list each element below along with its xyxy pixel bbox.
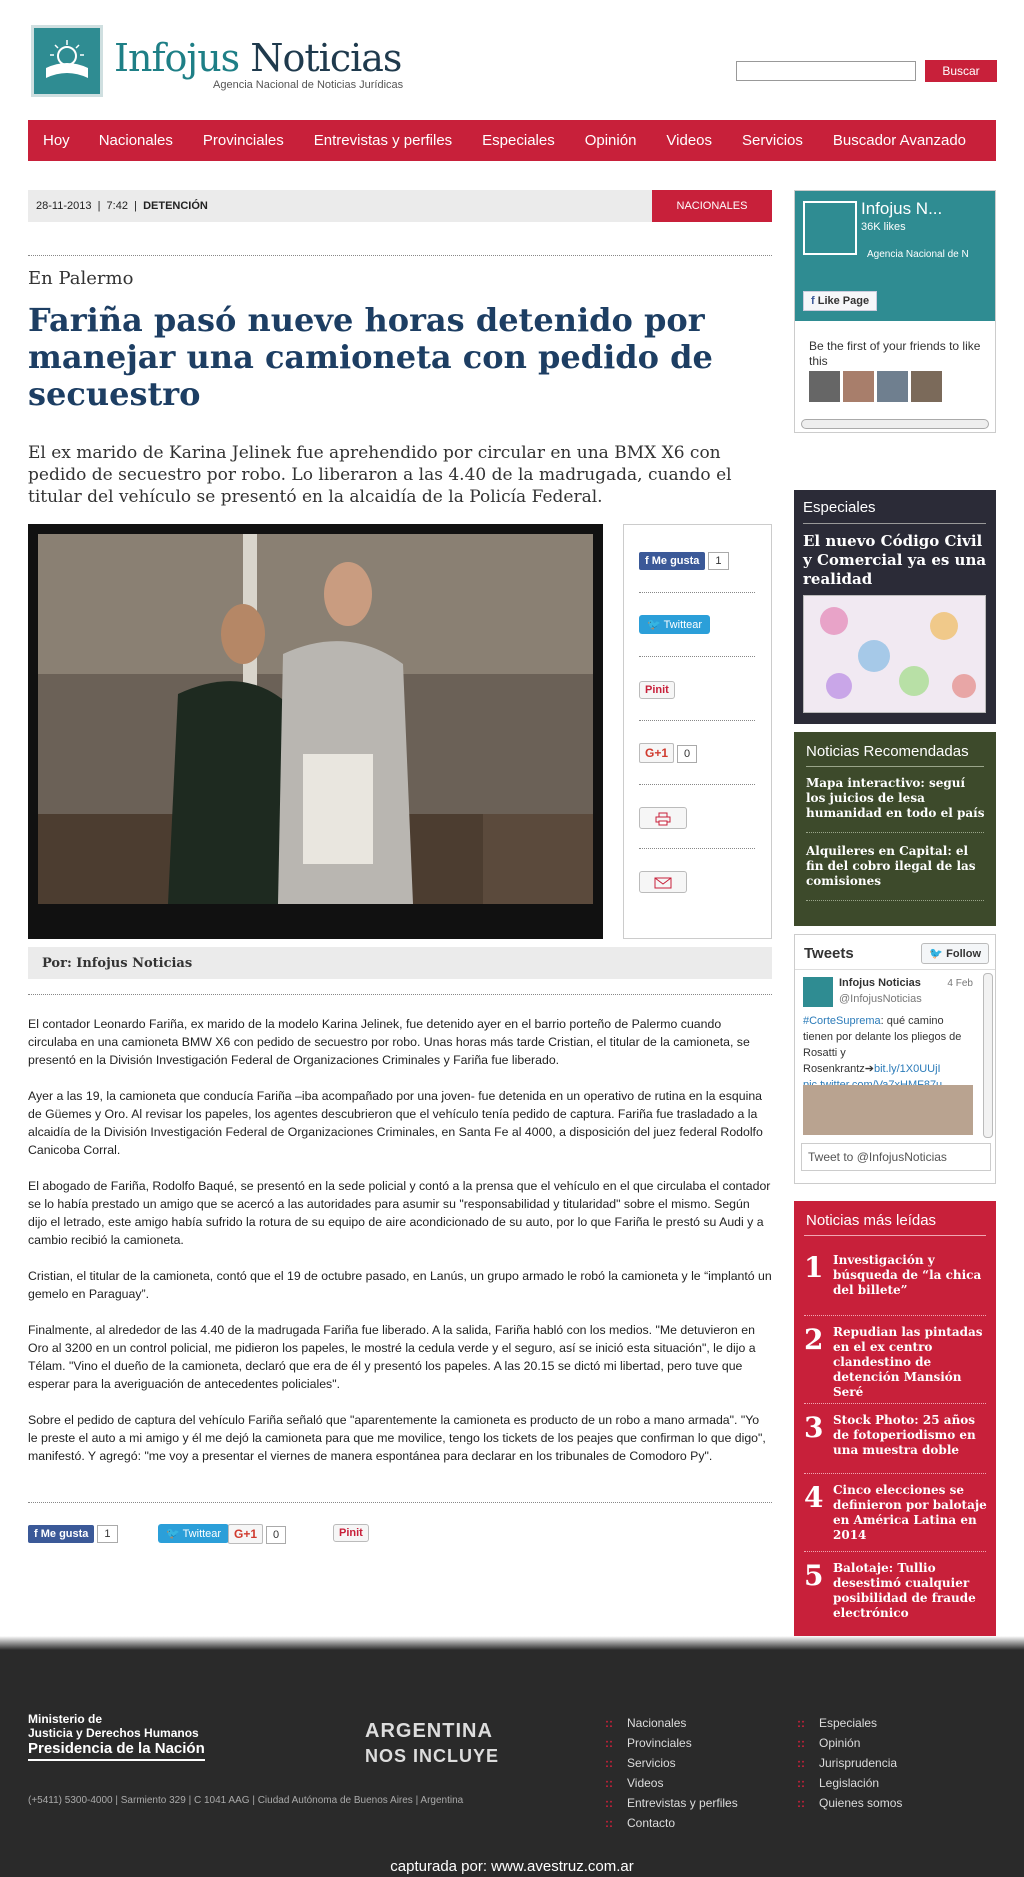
divider <box>804 1473 986 1474</box>
gplus-widget-bottom[interactable] <box>228 1524 286 1544</box>
ministry-logo[interactable]: Ministerio de Justicia y Derechos Humanos <box>28 1712 199 1740</box>
mas-leida-link[interactable]: Balotaje: Tullio desestimó cualquier posibilidad de fraude electrónico <box>833 1561 976 1620</box>
facebook-page-widget <box>794 190 996 433</box>
tweets-scrollbar[interactable] <box>983 973 993 1138</box>
tweet-text: #CorteSuprema: qué camino tienen por delante los pliegos de Rosatti y Rosenkrantz➔bit.ly/1X0UUjI <box>803 1013 973 1093</box>
recomendada-link[interactable]: Alquileres en Capital: el fin del cobro ilegal de las comisiones <box>806 844 976 888</box>
fb-like-page-button[interactable]: f Like Page <box>803 291 877 311</box>
nav-especiales[interactable]: Especiales <box>482 132 555 149</box>
mas-leida-link[interactable]: Repudian las pintadas en el ex centro clandestino de detención Mansión Seré <box>833 1325 983 1399</box>
fb-like-count: 1 <box>708 552 728 570</box>
rank-number: 4 <box>804 1481 824 1514</box>
tweet-button[interactable]: 🐦 Twittear <box>639 615 710 634</box>
article-date: 28-11-2013 <box>36 200 92 212</box>
divider <box>28 994 772 995</box>
fb-like-button[interactable]: f Me gusta <box>639 552 705 570</box>
rank-number: 3 <box>804 1411 824 1444</box>
envelope-icon <box>654 877 672 889</box>
footer-link-videos[interactable]: :: Videos <box>605 1776 738 1796</box>
divider <box>804 1551 986 1552</box>
byline-bar <box>28 947 772 979</box>
nav-buscador-avanzado[interactable]: Buscador Avanzado <box>832 132 967 149</box>
footer-link-servicios[interactable]: :: Servicios <box>605 1756 738 1776</box>
article-paragraph: Ayer a las 19, la camioneta que conducía Fariña –iba acompañado por una joven- fue detenida en un operativo de rutina en la esquina de Güemes y Oro. Al revisar los papeles, los agentes descubrieron que el vehículo tenía pedido de captura. Fariña fue trasladado a la alcaidía de la División Investigación Federal de Organizaciones Criminales, en Santa Fe al 4000, a disposición del juez federal Rodolfo Canicoba Corral. <box>28 1089 763 1157</box>
footer-link-legislacion[interactable]: :: Legislación <box>797 1776 902 1796</box>
tweet-date[interactable]: 4 Feb <box>947 978 973 989</box>
tweet-author-avatar[interactable] <box>803 977 833 1007</box>
divider <box>804 1235 986 1236</box>
tweet-to-input[interactable]: Tweet to @InfojusNoticias <box>801 1143 991 1171</box>
article-paragraph: El contador Leonardo Fariña, ex marido de la modelo Karina Jelinek, fue detenido ayer en el barrio porteño de Palermo cuando circulaba en una camioneta BMW X6 con pedido de secuestro por robo. Unas horas más tarde Cristian, el titular de la camioneta, se presentó en la División Investigación Federal de Organizaciones Criminales y Fariña fue liberado. <box>28 1017 750 1067</box>
nav-provinciales[interactable]: Provinciales <box>202 132 284 149</box>
article-paragraph: Sobre el pedido de captura del vehículo Fariña señaló que "aparentemente la camioneta es producto de un robo a mano armada". "Yo le preste el auto a mi amigo y él me dejó la camioneta para que me movilice, tengo los tickets de los peajes que confirman lo que digo", manifestó. Y agregó: "me voy a presentar el viernes de manera espontánea para declarar en los tribunales de Comodoro Py". <box>28 1413 766 1463</box>
divider <box>639 720 755 721</box>
email-button[interactable] <box>639 871 687 893</box>
nav-opinion[interactable]: Opinión <box>584 132 637 149</box>
email-widget[interactable] <box>639 871 687 893</box>
footer-link-opinion[interactable]: :: Opinión <box>797 1736 902 1756</box>
article-paragraph: Finalmente, al alrededor de las 4.40 de la madrugada Fariña fue liberado. A la salida, Fariña habló con los medios. "Me detuvieron en Oro al 3200 en un control policial, me pidieron los papeles, le mostré la cedula verde y el seguro, así se inició esta situación", le dijo a Télam. "Vino el dueño de la camioneta, declaró que era de él y presentó los papeles. A las 20.15 se dictó mi libertad, pero tuve que esperar para la averiguación de antecedentes policiales". <box>28 1323 756 1391</box>
friend-avatar[interactable] <box>843 371 874 402</box>
fb-widget-scrollbar[interactable] <box>801 419 989 429</box>
search-button[interactable]: Buscar <box>925 60 997 82</box>
fb-friends-text: Be the first of your friends to like this <box>809 339 981 368</box>
fb-like-count: 1 <box>97 1525 117 1543</box>
divider <box>639 592 755 593</box>
main-nav <box>28 120 996 161</box>
article-byline: Por: Infojus Noticias <box>42 956 193 971</box>
recomendadas-box <box>794 732 996 926</box>
gplus-button[interactable]: G+1 <box>228 1524 263 1544</box>
fb-page-avatar[interactable] <box>803 201 857 255</box>
divider <box>804 1403 986 1404</box>
twitter-follow-button[interactable]: 🐦 Follow <box>921 943 989 964</box>
twitter-timeline-widget <box>794 934 996 1184</box>
pinterest-widget[interactable] <box>639 680 675 699</box>
facebook-icon: f <box>811 295 815 307</box>
twitter-bird-icon: 🐦 <box>647 619 661 631</box>
divider <box>806 832 984 833</box>
pinterest-button[interactable]: Pinit <box>333 1524 369 1542</box>
bottom-share-bar <box>28 1524 772 1550</box>
especiales-image[interactable] <box>803 595 986 713</box>
tweet-button[interactable]: 🐦 Twittear <box>158 1524 229 1543</box>
footer-link-entrevistas[interactable]: :: Entrevistas y perfiles <box>605 1796 738 1816</box>
footer-link-provinciales[interactable]: :: Provinciales <box>605 1736 738 1756</box>
divider <box>806 900 984 901</box>
footer-shadow <box>0 1636 1024 1650</box>
presidency-logo[interactable]: Presidencia de la Nación <box>28 1740 205 1761</box>
mas-leida-link[interactable]: Cinco elecciones se definieron por balotaje en América Latina en 2014 <box>833 1483 987 1542</box>
article-paragraph: El abogado de Fariña, Rodolfo Baqué, se presentó en la sede policial y contó a la prensa que el vehículo en el que circulaba el contador se lo había prestado un amigo que se acercó a las autoridades para asumir su "responsabilidad y titularidad" sobre el mismo. Según dijo el letrado, este amigo había sufrido la rotura de su equipo de aire acondicionado de su auto, por lo que Fariña le prestó su Audi y a cambio recibió la camioneta. <box>28 1179 771 1247</box>
site-footer <box>0 1650 1024 1877</box>
fb-page-name[interactable]: Infojus N... <box>861 199 943 218</box>
especiales-box <box>794 490 996 724</box>
fb-like-button[interactable]: f Me gusta <box>28 1525 94 1543</box>
especiales-title: Especiales <box>803 499 876 516</box>
recomendada-link[interactable]: Mapa interactivo: seguí los juicios de lesa humanidad en todo el país <box>806 776 985 820</box>
footer-link-contacto[interactable]: :: Contacto <box>605 1816 738 1836</box>
footer-links-col1 <box>605 1716 738 1836</box>
facebook-icon: f <box>34 1528 38 1540</box>
article-meta-bar <box>28 190 772 222</box>
friend-avatar[interactable] <box>911 371 942 402</box>
gplus-button[interactable]: G+1 <box>639 743 674 763</box>
friend-avatar[interactable] <box>809 371 840 402</box>
tweet-author-name[interactable]: Infojus Noticias <box>839 977 921 989</box>
print-button[interactable] <box>639 807 687 829</box>
print-widget[interactable] <box>639 807 687 829</box>
divider <box>639 656 755 657</box>
tweet-widget[interactable] <box>639 615 710 634</box>
share-panel <box>623 524 772 939</box>
nav-hoy[interactable]: Hoy <box>43 132 70 149</box>
recomendadas-title: Noticias Recomendadas <box>806 743 969 760</box>
rank-number: 5 <box>804 1559 824 1592</box>
article-body <box>28 1015 772 1483</box>
nav-nacionales[interactable]: Nacionales <box>98 132 173 149</box>
nav-videos[interactable]: Videos <box>666 132 713 149</box>
search-input[interactable] <box>736 61 916 81</box>
mas-leidas-box <box>794 1201 996 1637</box>
especiales-headline[interactable]: El nuevo Código Civil y Comercial ya es una realidad <box>803 532 987 588</box>
friend-avatar[interactable] <box>877 371 908 402</box>
capture-credit: capturada por: www.avestruz.com.ar <box>390 1858 634 1875</box>
footer-links-col2 <box>797 1716 902 1816</box>
article-time: 7:42 <box>106 200 128 212</box>
tweet-image[interactable] <box>803 1085 973 1135</box>
fb-like-widget-bottom[interactable] <box>28 1524 118 1543</box>
fb-like-widget[interactable] <box>639 551 729 570</box>
divider <box>639 848 755 849</box>
rank-number: 1 <box>804 1251 824 1284</box>
divider <box>803 523 986 524</box>
pinterest-button[interactable]: Pinit <box>639 681 675 699</box>
mas-leida-link[interactable]: Investigación y búsqueda de “la chica del billete” <box>833 1253 982 1297</box>
divider <box>639 784 755 785</box>
footer-address: (+5411) 5300-4000 | Sarmiento 329 | C 1041 AAG | Ciudad Autónoma de Buenos Aires | Argentina <box>28 1795 464 1806</box>
divider <box>795 969 995 970</box>
tweet-link[interactable]: bit.ly/1X0UUjI <box>873 1063 941 1075</box>
article-paragraph: Cristian, el titular de la camioneta, contó que el 19 de octubre pasado, en Lanús, un grupo armado le robó la camioneta y le “implantó un gemelo en Paraguay”. <box>28 1269 772 1301</box>
tweet-hashtag[interactable]: #CorteSuprema <box>803 1015 881 1027</box>
divider <box>28 1502 772 1503</box>
site-header <box>0 0 1024 118</box>
gplus-count: 0 <box>266 1526 286 1544</box>
footer-link-jurisprudencia[interactable]: :: Jurisprudencia <box>797 1756 902 1776</box>
argentina-logo-line1[interactable]: ARGENTINA <box>365 1720 493 1742</box>
printer-icon <box>655 812 671 826</box>
footer-link-nacionales[interactable]: :: Nacionales <box>605 1716 738 1736</box>
facebook-icon: f <box>645 555 649 567</box>
logo-book-icon[interactable] <box>31 25 103 97</box>
rank-number: 2 <box>804 1323 824 1356</box>
article-photo <box>28 524 603 939</box>
gplus-widget[interactable] <box>639 743 697 763</box>
footer-link-especiales[interactable]: :: Especiales <box>797 1716 902 1736</box>
article-headline: Fariña pasó nueve horas detenido por manejar una camioneta con pedido de secuestro <box>28 301 713 413</box>
twitter-bird-icon: 🐦 <box>166 1528 180 1540</box>
mas-leidas-title: Noticias más leídas <box>806 1212 937 1229</box>
nav-servicios[interactable]: Servicios <box>742 132 803 149</box>
gplus-count: 0 <box>677 745 697 763</box>
footer-link-quienes-somos[interactable]: :: Quienes somos <box>797 1796 902 1816</box>
twitter-bird-icon: 🐦 <box>929 948 944 960</box>
article-meta: 28-11-2013 | 7:42 | DETENCIÓN <box>36 200 208 212</box>
article-lead: El ex marido de Karina Jelinek fue aprehendido por circular en una BMX X6 con pedido de secuestro por robo. Lo liberaron a las 4.40 de la madrugada, cuando el titular del vehículo se presentó en la alcaidía de la Policía Federal. <box>28 443 732 507</box>
divider <box>806 766 984 767</box>
divider <box>804 1315 986 1316</box>
nav-entrevistas[interactable]: Entrevistas y perfiles <box>313 132 453 149</box>
site-logo-text[interactable]: Infojus Noticias <box>114 36 402 80</box>
article-tag[interactable]: DETENCIÓN <box>143 200 208 212</box>
fb-banner-subtitle: Agencia Nacional de N <box>867 249 969 260</box>
argentina-logo-line2[interactable]: NOS INCLUYE <box>365 1746 500 1766</box>
article-kicker: En Palermo <box>28 268 134 289</box>
tweets-title: Tweets <box>804 945 854 962</box>
divider <box>28 255 772 256</box>
fb-page-banner[interactable] <box>795 191 995 321</box>
mas-leida-link[interactable]: Stock Photo: 25 años de fotoperiodismo en una muestra doble <box>833 1413 976 1457</box>
fb-page-likes: 36K likes <box>861 221 906 233</box>
site-logo-subtitle: Agencia Nacional de Noticias Jurídicas <box>213 79 404 91</box>
tweet-author-handle[interactable]: @InfojusNoticias <box>839 993 922 1005</box>
section-badge[interactable]: NACIONALES <box>652 190 772 222</box>
